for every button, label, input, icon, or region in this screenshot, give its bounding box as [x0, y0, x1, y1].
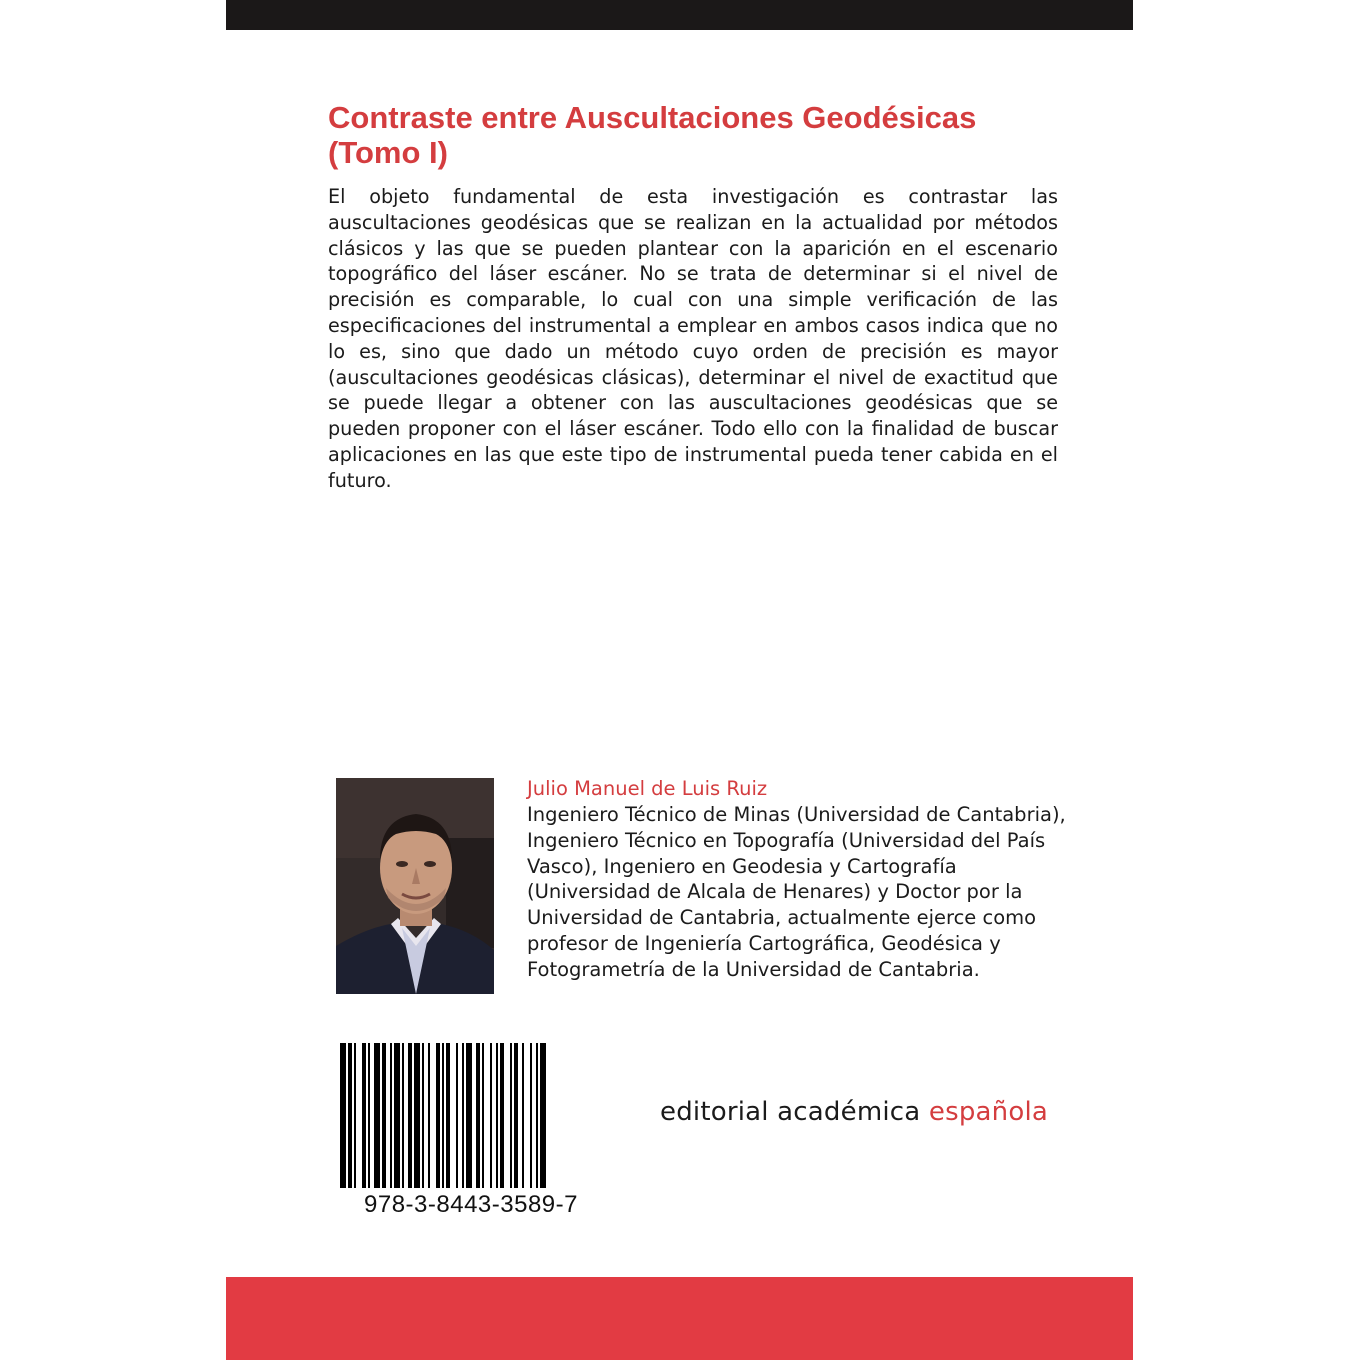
barcode-bar [436, 1043, 440, 1188]
barcode-bar [496, 1043, 498, 1188]
book-abstract: El objeto fundamental de esta investigación es contrastar las auscultaciones geodésicas que se realizan en la actualidad por métodos clásicos y las que se pueden plantear con la aparición en el escenario topográfico del láser escáner. No se trata de determinar si el nivel de precisión es comparable, lo cual con una simple verificación de las especificaciones del instrumental a emplear en ambos casos indica que no lo es, sino que dado un método cuyo orden de precisión es mayor (auscultaciones geodésicas clásicas), determinar el nivel de exactitud que se puede llegar a obtener con las auscultaciones geodésicas que se pueden proponer con el láser escáner. Todo ello con la finalidad de buscar aplicaciones en las que este tipo de instrumental pueda tener cabida en el futuro. [328, 185, 1058, 492]
barcode-bar [456, 1043, 458, 1188]
barcode-bar [446, 1043, 450, 1188]
barcode-bar [354, 1043, 356, 1188]
barcode-bar [340, 1043, 346, 1188]
barcode-bar [514, 1043, 518, 1188]
barcode-bar [482, 1043, 484, 1188]
book-back-cover [226, 0, 1133, 1360]
barcode-bar [462, 1043, 464, 1188]
isbn-number: 978-3-8443-3589-7 [364, 1191, 578, 1218]
barcode-bar [536, 1043, 538, 1188]
barcode-bar [510, 1043, 512, 1188]
barcode-bar [530, 1043, 532, 1188]
author-photo [336, 778, 494, 994]
bottom-band [226, 1277, 1133, 1360]
barcode-bar [402, 1043, 404, 1188]
publisher-name: editorial académica [660, 1097, 921, 1127]
barcode-bar [442, 1043, 444, 1188]
book-title: Contraste entre Auscultaciones Geodésicas (Tomo I) [328, 100, 977, 170]
author-bio: Ingeniero Técnico de Minas (Universidad de Cantabria), Ingeniero Técnico en Topografía (Universidad del País Vasco), Ingeniero en Geodesia y Cartografía (Universidad de Alcala de Henares) y Doctor por la Universidad de Cantabria, actualmente ejerce como profesor de Ingeniería Cartográfica, Geodésica y Fotogrametría de la Universidad de Cantabria. [527, 803, 1066, 981]
barcode-bar [428, 1043, 430, 1188]
barcode-bar [374, 1043, 380, 1188]
barcode-bar [390, 1043, 392, 1188]
barcode-bar [382, 1043, 386, 1188]
publisher-name-accent: española [928, 1097, 1048, 1127]
barcode-bar [500, 1043, 504, 1188]
isbn-barcode [340, 1043, 608, 1188]
barcode-bar [422, 1043, 424, 1188]
publisher-logo [660, 1094, 1048, 1130]
barcode-bar [394, 1043, 400, 1188]
barcode-bar [362, 1043, 366, 1188]
barcode-bar [348, 1043, 352, 1188]
barcode-bar [490, 1043, 492, 1188]
barcode-bar [368, 1043, 370, 1188]
barcode-bar [540, 1043, 546, 1188]
barcode-bar [522, 1043, 524, 1188]
barcode-bar [408, 1043, 412, 1188]
author-name: Julio Manuel de Luis Ruiz [527, 777, 768, 800]
barcode-bar [414, 1043, 420, 1188]
top-band [226, 0, 1133, 30]
barcode-bar [466, 1043, 472, 1188]
barcode-bar [476, 1043, 480, 1188]
